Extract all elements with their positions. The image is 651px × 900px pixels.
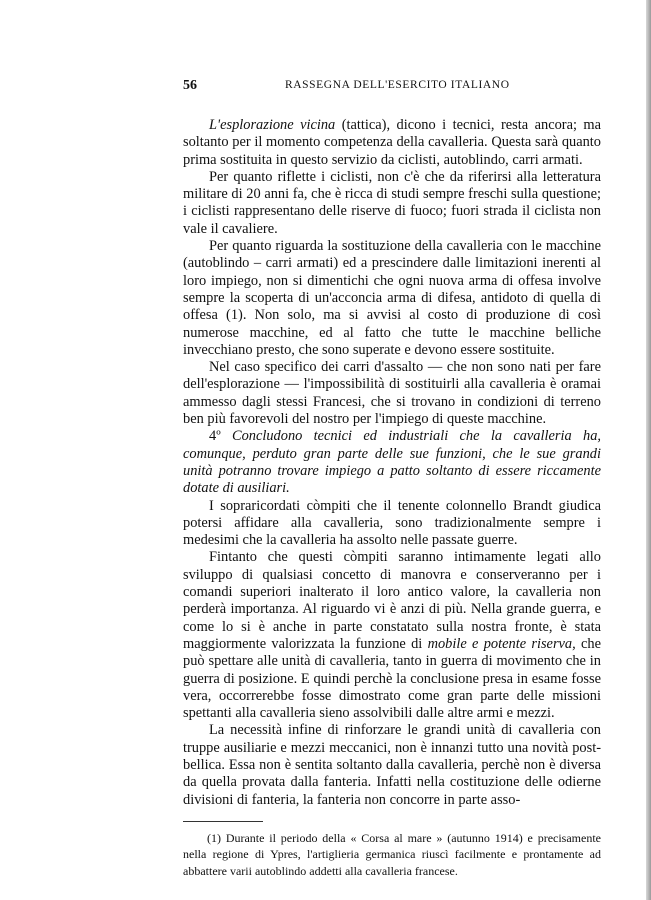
body-text (183, 117, 601, 809)
paragraph-italic-phrase: mobile e potente riserva, (427, 635, 576, 652)
paragraph-necessita: La necessità infine di rinforzare le grandi unità di cavalleria con truppe ausiliarie e mezzi meccanici, non è innanzi tutto una novità post-bellica. Essa non è sentita soltanto dalla cavalleria, perchè non è diversa da quella provata dalla fanteria. Infatti nella costituzione delle odierne divisioni di fanteria, la fanteria non concorre in parte asso- (183, 722, 601, 808)
page-edge-shadow (646, 0, 651, 900)
paragraph-lead-italic: L'esplorazione vicina (209, 117, 336, 133)
paragraph-esplorazione (183, 117, 601, 169)
paragraph-text: che può spettare alle unità di cavalleria, tanto in guerra di movimento che in guerra di posizione. E quindi perchè la conclusione presa in esame fosse vera, occorrerebbe fosse dimostrato come gran parte delle missioni spettanti alla cavalleria sieno assolvibili dalle altre armi e mezzi. (183, 635, 601, 722)
paragraph-compiti: I sopraricordati còmpiti che il tenente colonnello Brandt giudica potersi affidare alla cavalleria, sono tradizionalmente sempre i medesimi che la cavalleria ha assolto nelle passate guerre. (183, 497, 601, 549)
paragraph-text: Fintanto che questi còmpiti saranno intimamente legati allo sviluppo di qualsiasi concetto di manovra e conserveranno per i comandi superiori inalterato il loro antico valore, la cavalleria non perderà importanza. Al riguardo vi è anzi di più. Nella grande guerra, e come lo si è anche in parte constatato sulla nostra fronte, è stata maggiormente valorizzata la funzione di (183, 549, 601, 652)
running-header (183, 78, 601, 96)
paragraph-text: (tattica), dicono i tecnici, resta ancora; ma soltanto per il momento competenza della cavalleria. Questa sarà quanto prima sostituita in questo servizio da ciclisti, autoblindo, carri armati. (183, 117, 601, 168)
paragraph-point-4 (183, 428, 601, 497)
footnote: (1) Durante il periodo della « Corsa al mare » (autunno 1914) e precisamente nella regione di Ypres, l'artiglieria germanica riuscì facilmente e prontamente ad abbattere varii autoblindo addetti alla cavalleria francese. (183, 830, 601, 878)
footnote-divider (183, 821, 263, 822)
point-number: 4º (209, 428, 232, 445)
paragraph-macchine: Per quanto riguarda la sostituzione della cavalleria con le macchine (autoblindo – carri armati) ed a prescindere dalle limitazioni inerenti al loro impiego, non si dimentichi che ogni nuova arma di offesa involve sempre la scoperta di un'acconcia arma di difesa, antidoto di quella di offesa (1). Non solo, ma si avvisi al costo di produzione di così numerose macchine, ed al fatto che tutte le macchine belliche invecchiano presto, che sono superate e devono essere sostituite. (183, 238, 601, 358)
page (183, 78, 601, 879)
paragraph-carri-assalto: Nel caso specifico dei carri d'assalto — che non sono nati per fare dell'esplorazione — l'impossibilità di sostituirli alla cavalleria è oramai ammesso dagli stessi Francesi, che si trovano in condizioni di terreno ben più favorevoli del nostro per l'impiego di queste macchine. (183, 359, 601, 428)
paragraph-fintanto (183, 549, 601, 722)
paragraph-ciclisti: Per quanto riflette i ciclisti, non c'è che da riferirsi alla letteratura militare di 20 anni fa, che è ricca di studi sempre freschi sulla questione; i ciclisti rappresentano delle riserve di fuoco; fuori strada il ciclista non vale il cavaliere. (183, 168, 601, 237)
running-title: RASSEGNA DELL'ESERCITO ITALIANO (285, 79, 510, 91)
page-number: 56 (183, 78, 197, 93)
point-italic-text: Concludono tecnici ed industriali che la cavalleria ha, comunque, perduto gran parte delle sue funzioni, che le sue grandi unità potranno trovare impiego a patto soltanto di essere riccamente dotate di ausiliari. (183, 428, 601, 497)
